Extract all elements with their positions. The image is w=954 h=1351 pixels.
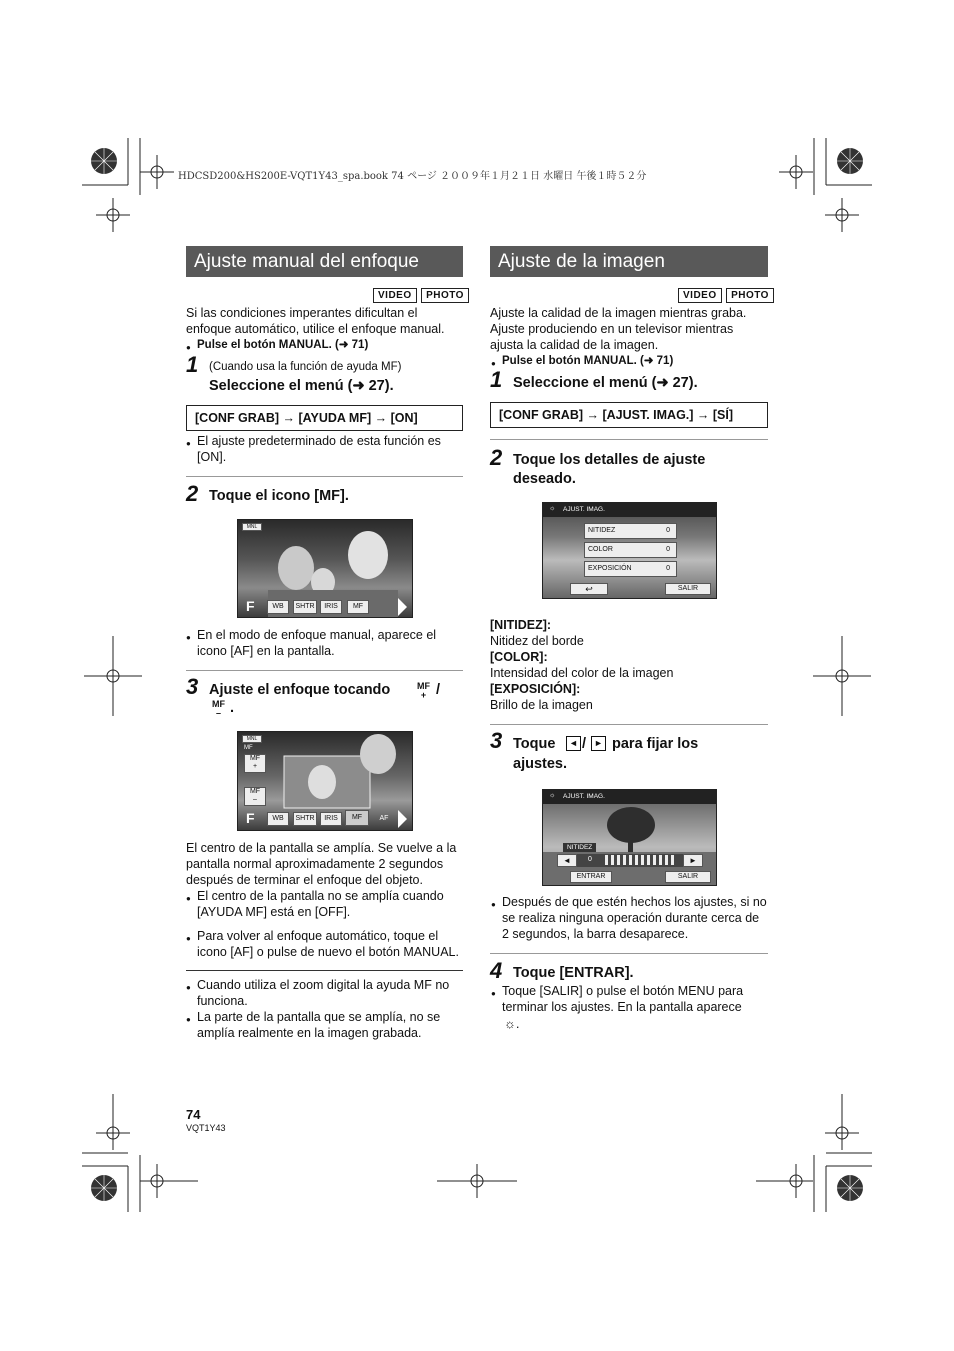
step3-text-c: ajustes.: [513, 756, 567, 772]
step-number-2: 2: [186, 481, 199, 506]
section-title-image-adjust: Ajuste de la imagen: [490, 246, 768, 277]
increase-button[interactable]: ►: [683, 854, 703, 867]
mf-indicator: MF: [244, 745, 253, 751]
digital-zoom-note: ● Cuando utiliza el zoom digital la ayuda MF no funciona.: [197, 977, 463, 1009]
intro-text: Si las condiciones imperantes dificultan el enfoque automático, utilice el enfoque manual.: [186, 306, 445, 336]
period: .: [230, 700, 235, 716]
step-number-4: 4: [490, 958, 503, 983]
bar-disappears-note: ● Después de que estén hechos los ajustes, si no se realiza ninguna operación durante cerca de 2 segundos, la barra desaparece.: [502, 894, 768, 942]
exit-button[interactable]: SALIR: [665, 583, 711, 595]
finish-adjust-note: ● Toque [SALIR] o pulse el botón MENU para terminar los ajustes. En la pantalla aparece: [502, 983, 760, 1015]
mf-minus-button[interactable]: MF –: [244, 787, 266, 806]
return-af-note: ● Para volver al enfoque automático, toque el icono [AF] o pulse de nuevo el botón MANUAL.: [197, 928, 463, 960]
camera-screen-sharpness-bar: [542, 789, 717, 886]
exit-button[interactable]: SALIR: [665, 871, 711, 883]
wb-button[interactable]: WB: [267, 812, 289, 826]
menu-path-box: [CONF GRAB] → [AYUDA MF] → [ON]: [186, 405, 463, 431]
left-arrow-icon: ◄: [566, 736, 581, 751]
step-number-1: 1: [186, 352, 199, 377]
print-header-line: HDCSD200&HS200E-VQT1Y43_spa.book 74 ページ ２００９年１月２１日 水曜日 午後１時５２分: [178, 171, 647, 182]
step3-text: Ajuste el enfoque tocando: [209, 682, 391, 698]
press-manual-note: ● Pulse el botón MANUAL. (➜ 71): [197, 337, 368, 353]
row-value: 0: [666, 527, 670, 534]
menu-back-icon[interactable]: F: [246, 598, 255, 614]
enlarged-part-note: ● La parte de la pantalla que se amplía, no se amplía realmente en la imagen grabada.: [197, 1009, 463, 1041]
step4-text: Toque [ENTRAR].: [513, 965, 634, 981]
page-number: 74: [186, 1107, 201, 1122]
mf-minus-text: MF: [249, 788, 261, 795]
adjust-icon: ☼: [549, 792, 556, 799]
mf-button[interactable]: MF: [347, 600, 369, 614]
step3-text-b: para fijar los: [612, 736, 699, 752]
screen-title: AJUST. IMAG.: [563, 793, 605, 800]
adjust-indicator-icon: ☼.: [504, 1016, 520, 1031]
mf-minus-label: MF: [212, 699, 225, 709]
press-manual-note: ● Pulse el botón MANUAL. (➜ 71): [502, 353, 673, 369]
row-value: 0: [666, 546, 670, 553]
step2-text: Toque el icono [MF].: [209, 488, 349, 504]
row-label: COLOR: [588, 546, 613, 553]
decrease-button[interactable]: ◄: [557, 854, 577, 867]
divider: [490, 953, 768, 954]
def-desc-nitidez: Nitidez del borde: [490, 634, 584, 648]
sharpness-value: 0: [588, 856, 592, 863]
camera-screen-mf: [237, 519, 413, 618]
nitidez-row[interactable]: [584, 523, 677, 539]
mf-plus-button[interactable]: MF +: [244, 754, 266, 773]
photo-tag: PHOTO: [726, 288, 774, 303]
mf-minus-icon: MF –: [212, 699, 225, 718]
def-term-nitidez: [NITIDEZ]:: [490, 618, 552, 632]
step-number-3: 3: [186, 674, 199, 699]
iris-button[interactable]: IRIS: [320, 812, 342, 826]
next-arrow-icon[interactable]: [398, 810, 407, 828]
slash-separator: /: [436, 682, 441, 698]
model-code: VQT1Y43: [186, 1123, 226, 1133]
divider: [490, 439, 768, 440]
camera-screen-mf-assist: [237, 731, 413, 831]
iris-button[interactable]: IRIS: [320, 600, 342, 614]
color-row[interactable]: [584, 542, 677, 558]
level-ticks: [605, 855, 675, 865]
step1-text: Seleccione el menú (➜ 27).: [209, 378, 394, 394]
step2-text: Toque los detalles de ajuste deseado.: [513, 452, 706, 487]
mf-plus-icon: MF +: [417, 681, 430, 700]
shtr-button[interactable]: SHTR: [293, 812, 317, 826]
def-desc-exposure: Brillo de la imagen: [490, 698, 593, 712]
mf-plus-text: MF: [249, 755, 261, 762]
manual-mode-note: ● En el modo de enfoque manual, aparece el icono [AF] en la pantalla.: [197, 627, 463, 659]
mnl-indicator: MNL: [242, 523, 262, 531]
step1-note: (Cuando usa la función de ayuda MF): [209, 361, 402, 373]
center-zoom-note: El centro de la pantalla se amplía. Se vuelve a la pantalla normal aproximadamente 2 segundos después de terminar el enfoque del objeto.: [186, 841, 457, 887]
def-term-color: [COLOR]:: [490, 650, 548, 664]
camera-screen-image-adjust-menu: [542, 502, 717, 599]
return-button[interactable]: ↩: [570, 583, 608, 595]
wb-button[interactable]: WB: [267, 600, 289, 614]
right-arrow-icon: ►: [591, 736, 606, 751]
step-number-3: 3: [490, 728, 503, 753]
photo-tag: PHOTO: [421, 288, 469, 303]
step3-text-a: Toque: [513, 736, 556, 752]
enter-button[interactable]: ENTRAR: [570, 871, 612, 883]
def-term-exposure: [EXPOSICIÓN]:: [490, 682, 581, 696]
divider: [490, 724, 768, 725]
center-off-note: ● El centro de la pantalla no se amplía cuando [AYUDA MF] está en [OFF].: [197, 888, 463, 920]
menu-back-icon[interactable]: F: [246, 810, 255, 826]
mode-tags: [373, 285, 469, 303]
mf-button[interactable]: MF: [345, 810, 369, 826]
exposure-row[interactable]: [584, 561, 677, 577]
video-tag: VIDEO: [373, 288, 417, 303]
def-desc-color: Intensidad del color de la imagen: [490, 666, 674, 680]
af-button[interactable]: AF: [379, 815, 389, 822]
adjust-bar[interactable]: [557, 854, 703, 867]
next-arrow-icon[interactable]: [398, 598, 407, 616]
mode-tags: [678, 285, 774, 303]
row-label: EXPOSICIÓN: [588, 565, 632, 572]
row-value: 0: [666, 565, 670, 572]
step-number-2: 2: [490, 445, 503, 470]
screen-title: AJUST. IMAG.: [563, 506, 605, 513]
step1-text: Seleccione el menú (➜ 27).: [513, 375, 698, 391]
divider: [186, 670, 463, 671]
video-tag: VIDEO: [678, 288, 722, 303]
slash-separator: /: [582, 736, 587, 752]
step-number-1: 1: [490, 367, 503, 392]
shtr-button[interactable]: SHTR: [293, 600, 317, 614]
divider: [186, 970, 463, 971]
menu-path-box: [CONF GRAB] → [AJUST. IMAG.] → [SÍ]: [490, 402, 768, 428]
mnl-indicator: MNL: [242, 735, 262, 743]
section-title-manual-focus: Ajuste manual del enfoque: [186, 246, 463, 277]
adjust-icon: ☼: [549, 505, 556, 512]
sharpness-label: NITIDEZ: [563, 843, 596, 852]
divider: [186, 476, 463, 477]
intro-text: Ajuste la calidad de la imagen mientras graba. Ajuste produciendo en un televisor mientras ajusta la calidad de la imagen.: [490, 306, 747, 352]
default-note: ● El ajuste predeterminado de esta función es [ON].: [197, 433, 463, 465]
mf-plus-label: MF: [417, 681, 430, 691]
row-label: NITIDEZ: [588, 527, 616, 534]
